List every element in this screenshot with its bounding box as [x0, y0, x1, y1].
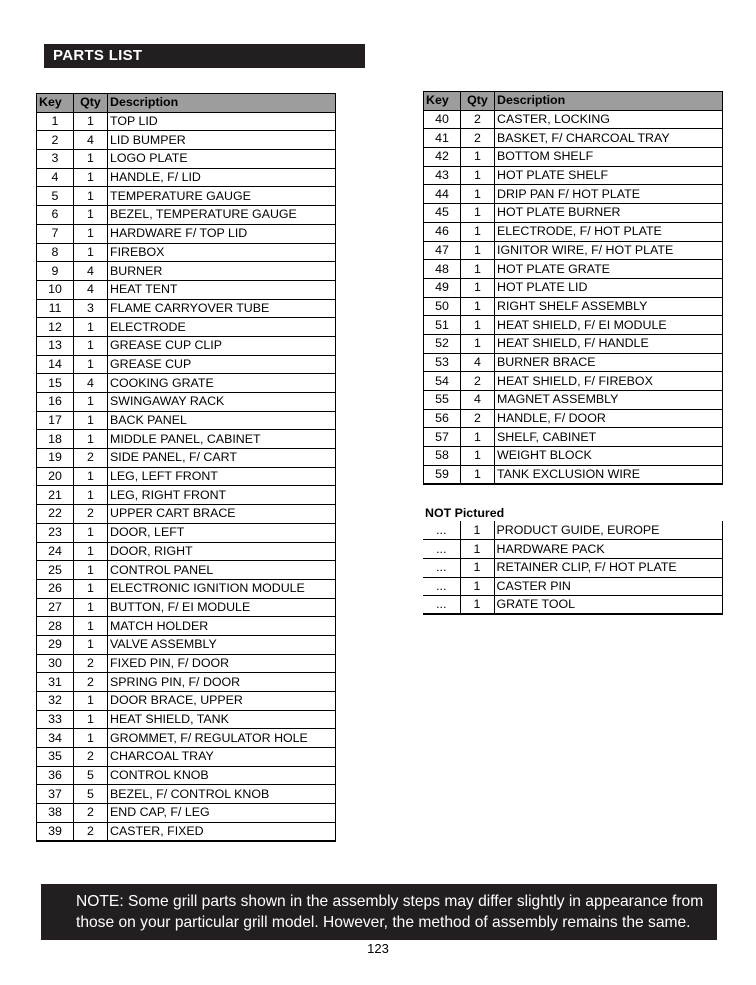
table-row [423, 577, 723, 596]
part-qty: 1 [74, 187, 108, 206]
part-key: 23 [37, 523, 74, 542]
part-qty: 1 [74, 393, 108, 412]
table-row [424, 372, 723, 391]
part-qty: 1 [461, 316, 495, 335]
part-key: 54 [424, 372, 461, 391]
table-row [424, 204, 723, 223]
part-description: HOT PLATE BURNER [495, 204, 723, 223]
header-key: Key [424, 92, 461, 111]
part-qty: 1 [74, 336, 108, 355]
part-key: 12 [37, 318, 74, 337]
part-key: 18 [37, 430, 74, 449]
part-description: END CAP, F/ LEG [108, 804, 336, 823]
part-description: BASKET, F/ CHARCOAL TRAY [495, 129, 723, 148]
part-description: DOOR BRACE, UPPER [108, 692, 336, 711]
part-description: CASTER PIN [494, 577, 723, 596]
part-qty: 1 [74, 355, 108, 374]
part-qty: 1 [461, 148, 495, 167]
header-qty: Qty [461, 92, 495, 111]
part-qty: 1 [74, 430, 108, 449]
part-description: CASTER, FIXED [108, 822, 336, 841]
table-row [424, 148, 723, 167]
part-key: 13 [37, 336, 74, 355]
part-description: MATCH HOLDER [108, 617, 336, 636]
part-key: 55 [424, 391, 461, 410]
assembly-note [41, 884, 717, 940]
part-key: 38 [37, 804, 74, 823]
table-row [37, 411, 336, 430]
part-key: 29 [37, 635, 74, 654]
part-description: GROMMET, F/ REGULATOR HOLE [108, 729, 336, 748]
table-row [37, 430, 336, 449]
part-qty: 1 [461, 465, 495, 484]
part-description: BACK PANEL [108, 411, 336, 430]
part-qty: 4 [461, 353, 495, 372]
part-key: 16 [37, 393, 74, 412]
part-key: 59 [424, 465, 461, 484]
part-qty: 5 [74, 785, 108, 804]
part-qty: 2 [74, 748, 108, 767]
table-row [37, 523, 336, 542]
part-key: 4 [37, 168, 74, 187]
table-row [37, 785, 336, 804]
part-key: 35 [37, 748, 74, 767]
table-row [37, 150, 336, 169]
page-number: 123 [367, 941, 389, 956]
part-description: HOT PLATE GRATE [495, 260, 723, 279]
part-qty: 1 [461, 278, 495, 297]
part-key: 3 [37, 150, 74, 169]
part-description: RETAINER CLIP, F/ HOT PLATE [494, 558, 723, 577]
part-key: 47 [424, 241, 461, 260]
part-qty: 1 [461, 428, 495, 447]
table-row [424, 166, 723, 185]
part-key: 51 [424, 316, 461, 335]
part-description: VALVE ASSEMBLY [108, 635, 336, 654]
part-key: 58 [424, 447, 461, 466]
part-description: CONTROL PANEL [108, 561, 336, 580]
part-qty: 2 [74, 505, 108, 524]
part-description: HEAT SHIELD, F/ HANDLE [495, 334, 723, 353]
part-description: UPPER CART BRACE [108, 505, 336, 524]
part-qty: 1 [74, 243, 108, 262]
table-row [424, 297, 723, 316]
part-description: HANDLE, F/ DOOR [495, 409, 723, 428]
note-line-2: those on your particular grill model. However, the method of assembly remains the same. [76, 914, 691, 931]
part-description: PRODUCT GUIDE, EUROPE [494, 521, 723, 540]
part-description: TEMPERATURE GAUGE [108, 187, 336, 206]
part-key: 10 [37, 280, 74, 299]
part-key: 57 [424, 428, 461, 447]
table-row [37, 654, 336, 673]
part-qty: 2 [461, 409, 495, 428]
table-row [37, 393, 336, 412]
part-qty: 1 [74, 579, 108, 598]
part-key: 11 [37, 299, 74, 318]
part-qty: 4 [74, 262, 108, 281]
part-description: FIXED PIN, F/ DOOR [108, 654, 336, 673]
header-qty: Qty [74, 94, 108, 113]
part-key: 28 [37, 617, 74, 636]
part-description: BURNER [108, 262, 336, 281]
part-qty: 3 [74, 299, 108, 318]
part-description: WEIGHT BLOCK [495, 447, 723, 466]
part-description: BEZEL, F/ CONTROL KNOB [108, 785, 336, 804]
part-qty: 1 [74, 710, 108, 729]
part-qty: 1 [74, 411, 108, 430]
part-key: 24 [37, 542, 74, 561]
table-row [424, 447, 723, 466]
part-qty: 2 [74, 804, 108, 823]
part-key: 20 [37, 467, 74, 486]
part-description: HANDLE, F/ LID [108, 168, 336, 187]
part-description: LEG, LEFT FRONT [108, 467, 336, 486]
table-row [424, 260, 723, 279]
part-qty: 1 [460, 596, 494, 615]
part-key: 53 [424, 353, 461, 372]
part-description: BEZEL, TEMPERATURE GAUGE [108, 206, 336, 225]
part-qty: 1 [461, 222, 495, 241]
part-description: BOTTOM SHELF [495, 148, 723, 167]
table-row [37, 692, 336, 711]
part-description: HEAT SHIELD, TANK [108, 710, 336, 729]
part-key: 33 [37, 710, 74, 729]
part-qty: 1 [461, 185, 495, 204]
table-row [37, 729, 336, 748]
part-qty: 1 [74, 168, 108, 187]
part-qty: 1 [460, 521, 494, 540]
part-description: GRATE TOOL [494, 596, 723, 615]
table-row [37, 224, 336, 243]
part-description: HARDWARE F/ TOP LID [108, 224, 336, 243]
part-description: SHELF, CABINET [495, 428, 723, 447]
part-description: COOKING GRATE [108, 374, 336, 393]
part-description: MIDDLE PANEL, CABINET [108, 430, 336, 449]
table-row [424, 278, 723, 297]
table-row [424, 391, 723, 410]
part-description: ELECTRODE, F/ HOT PLATE [495, 222, 723, 241]
table-row [37, 262, 336, 281]
part-key: 1 [37, 112, 74, 131]
part-description: HOT PLATE LID [495, 278, 723, 297]
part-description: TOP LID [108, 112, 336, 131]
note-line-1: NOTE: Some grill parts shown in the assembly steps may differ slightly in appearance from [76, 893, 704, 910]
part-key: 15 [37, 374, 74, 393]
part-key: 43 [424, 166, 461, 185]
part-qty: 2 [461, 372, 495, 391]
part-key: 46 [424, 222, 461, 241]
table-row [424, 316, 723, 335]
part-qty: 1 [461, 447, 495, 466]
part-qty: 1 [460, 577, 494, 596]
part-key: 56 [424, 409, 461, 428]
part-qty: 5 [74, 766, 108, 785]
part-description: BURNER BRACE [495, 353, 723, 372]
table-row [37, 131, 336, 150]
part-key: 45 [424, 204, 461, 223]
part-key: ... [423, 596, 460, 615]
part-qty: 1 [74, 598, 108, 617]
part-key: 17 [37, 411, 74, 430]
part-qty: 1 [74, 224, 108, 243]
part-qty: 1 [74, 692, 108, 711]
part-key: 19 [37, 449, 74, 468]
table-row [424, 465, 723, 484]
part-qty: 1 [74, 617, 108, 636]
table-row [423, 596, 723, 615]
table-row [37, 374, 336, 393]
part-key: ... [423, 577, 460, 596]
part-key: 39 [37, 822, 74, 841]
table-row [37, 635, 336, 654]
table-row [423, 558, 723, 577]
table-row [37, 617, 336, 636]
part-key: 34 [37, 729, 74, 748]
part-qty: 4 [74, 280, 108, 299]
table-row [37, 336, 336, 355]
table-row [37, 280, 336, 299]
part-key: 5 [37, 187, 74, 206]
table-row [424, 241, 723, 260]
part-key: ... [423, 558, 460, 577]
part-qty: 1 [74, 486, 108, 505]
part-description: HEAT TENT [108, 280, 336, 299]
part-qty: 1 [74, 318, 108, 337]
part-key: 37 [37, 785, 74, 804]
part-key: 2 [37, 131, 74, 150]
part-key: 21 [37, 486, 74, 505]
part-description: SIDE PANEL, F/ CART [108, 449, 336, 468]
part-qty: 1 [74, 467, 108, 486]
table-row [37, 579, 336, 598]
table-row [424, 334, 723, 353]
part-key: 25 [37, 561, 74, 580]
part-qty: 2 [74, 449, 108, 468]
part-qty: 1 [74, 635, 108, 654]
part-key: 8 [37, 243, 74, 262]
part-description: GREASE CUP CLIP [108, 336, 336, 355]
part-qty: 2 [461, 129, 495, 148]
part-qty: 1 [74, 729, 108, 748]
part-qty: 1 [74, 561, 108, 580]
table-row [37, 318, 336, 337]
table-header-row [37, 94, 336, 113]
part-key: 48 [424, 260, 461, 279]
table-row [424, 428, 723, 447]
part-description: MAGNET ASSEMBLY [495, 391, 723, 410]
part-qty: 1 [74, 523, 108, 542]
part-description: ELECTRODE [108, 318, 336, 337]
part-description: HEAT SHIELD, F/ EI MODULE [495, 316, 723, 335]
table-row [37, 187, 336, 206]
part-key: 36 [37, 766, 74, 785]
part-qty: 1 [74, 112, 108, 131]
part-description: DOOR, LEFT [108, 523, 336, 542]
part-description: FIREBOX [108, 243, 336, 262]
part-key: 52 [424, 334, 461, 353]
table-row [423, 540, 723, 559]
part-key: 41 [424, 129, 461, 148]
part-description: ELECTRONIC IGNITION MODULE [108, 579, 336, 598]
table-row [37, 449, 336, 468]
table-row [424, 409, 723, 428]
part-description: CHARCOAL TRAY [108, 748, 336, 767]
part-key: 7 [37, 224, 74, 243]
part-description: SWINGAWAY RACK [108, 393, 336, 412]
table-row [37, 542, 336, 561]
table-row [37, 766, 336, 785]
part-description: GREASE CUP [108, 355, 336, 374]
table-row [37, 299, 336, 318]
part-qty: 1 [461, 166, 495, 185]
table-row [424, 110, 723, 129]
part-qty: 1 [461, 260, 495, 279]
part-description: DOOR, RIGHT [108, 542, 336, 561]
part-description: HOT PLATE SHELF [495, 166, 723, 185]
part-key: ... [423, 521, 460, 540]
part-key: 32 [37, 692, 74, 711]
part-description: BUTTON, F/ EI MODULE [108, 598, 336, 617]
part-description: LEG, RIGHT FRONT [108, 486, 336, 505]
part-key: 14 [37, 355, 74, 374]
part-qty: 2 [74, 822, 108, 841]
part-description: HEAT SHIELD, F/ FIREBOX [495, 372, 723, 391]
part-description: LID BUMPER [108, 131, 336, 150]
parts-table-right [423, 91, 723, 485]
parts-table-left [36, 93, 336, 842]
part-description: DRIP PAN F/ HOT PLATE [495, 185, 723, 204]
part-description: CASTER, LOCKING [495, 110, 723, 129]
part-description: IGNITOR WIRE, F/ HOT PLATE [495, 241, 723, 260]
part-qty: 1 [461, 204, 495, 223]
part-description: CONTROL KNOB [108, 766, 336, 785]
part-key: 30 [37, 654, 74, 673]
part-qty: 1 [74, 150, 108, 169]
header-description: Description [495, 92, 723, 111]
table-row [37, 561, 336, 580]
table-row [37, 710, 336, 729]
table-row [37, 467, 336, 486]
table-row [37, 486, 336, 505]
table-row [423, 521, 723, 540]
part-key: 9 [37, 262, 74, 281]
part-qty: 1 [74, 206, 108, 225]
part-qty: 2 [74, 654, 108, 673]
part-qty: 1 [461, 241, 495, 260]
table-row [424, 129, 723, 148]
part-description: RIGHT SHELF ASSEMBLY [495, 297, 723, 316]
not-pictured-label: NOT Pictured [425, 506, 505, 520]
table-row [37, 206, 336, 225]
part-key: 44 [424, 185, 461, 204]
part-qty: 4 [74, 131, 108, 150]
part-description: FLAME CARRYOVER TUBE [108, 299, 336, 318]
part-qty: 1 [74, 542, 108, 561]
table-row [37, 598, 336, 617]
table-row [424, 222, 723, 241]
table-row [37, 804, 336, 823]
part-key: 22 [37, 505, 74, 524]
part-key: 6 [37, 206, 74, 225]
part-qty: 1 [460, 540, 494, 559]
header-description: Description [108, 94, 336, 113]
part-description: SPRING PIN, F/ DOOR [108, 673, 336, 692]
part-qty: 4 [74, 374, 108, 393]
part-qty: 1 [461, 334, 495, 353]
part-key: 27 [37, 598, 74, 617]
part-description: HARDWARE PACK [494, 540, 723, 559]
part-description: TANK EXCLUSION WIRE [495, 465, 723, 484]
table-row [37, 355, 336, 374]
table-row [37, 243, 336, 262]
table-row [37, 112, 336, 131]
part-qty: 2 [74, 673, 108, 692]
parts-list-title: PARTS LIST [44, 44, 365, 68]
table-row [37, 748, 336, 767]
part-qty: 1 [461, 297, 495, 316]
part-description: LOGO PLATE [108, 150, 336, 169]
part-qty: 4 [461, 391, 495, 410]
part-key: 26 [37, 579, 74, 598]
part-key: 50 [424, 297, 461, 316]
table-row [37, 168, 336, 187]
part-key: 49 [424, 278, 461, 297]
header-key: Key [37, 94, 74, 113]
part-key: ... [423, 540, 460, 559]
table-row [424, 353, 723, 372]
part-qty: 1 [460, 558, 494, 577]
table-header-row [424, 92, 723, 111]
table-row [37, 822, 336, 841]
part-qty: 2 [461, 110, 495, 129]
not-pictured-table [423, 521, 723, 615]
table-row [37, 505, 336, 524]
table-row [424, 185, 723, 204]
table-row [37, 673, 336, 692]
part-key: 42 [424, 148, 461, 167]
part-key: 40 [424, 110, 461, 129]
part-key: 31 [37, 673, 74, 692]
